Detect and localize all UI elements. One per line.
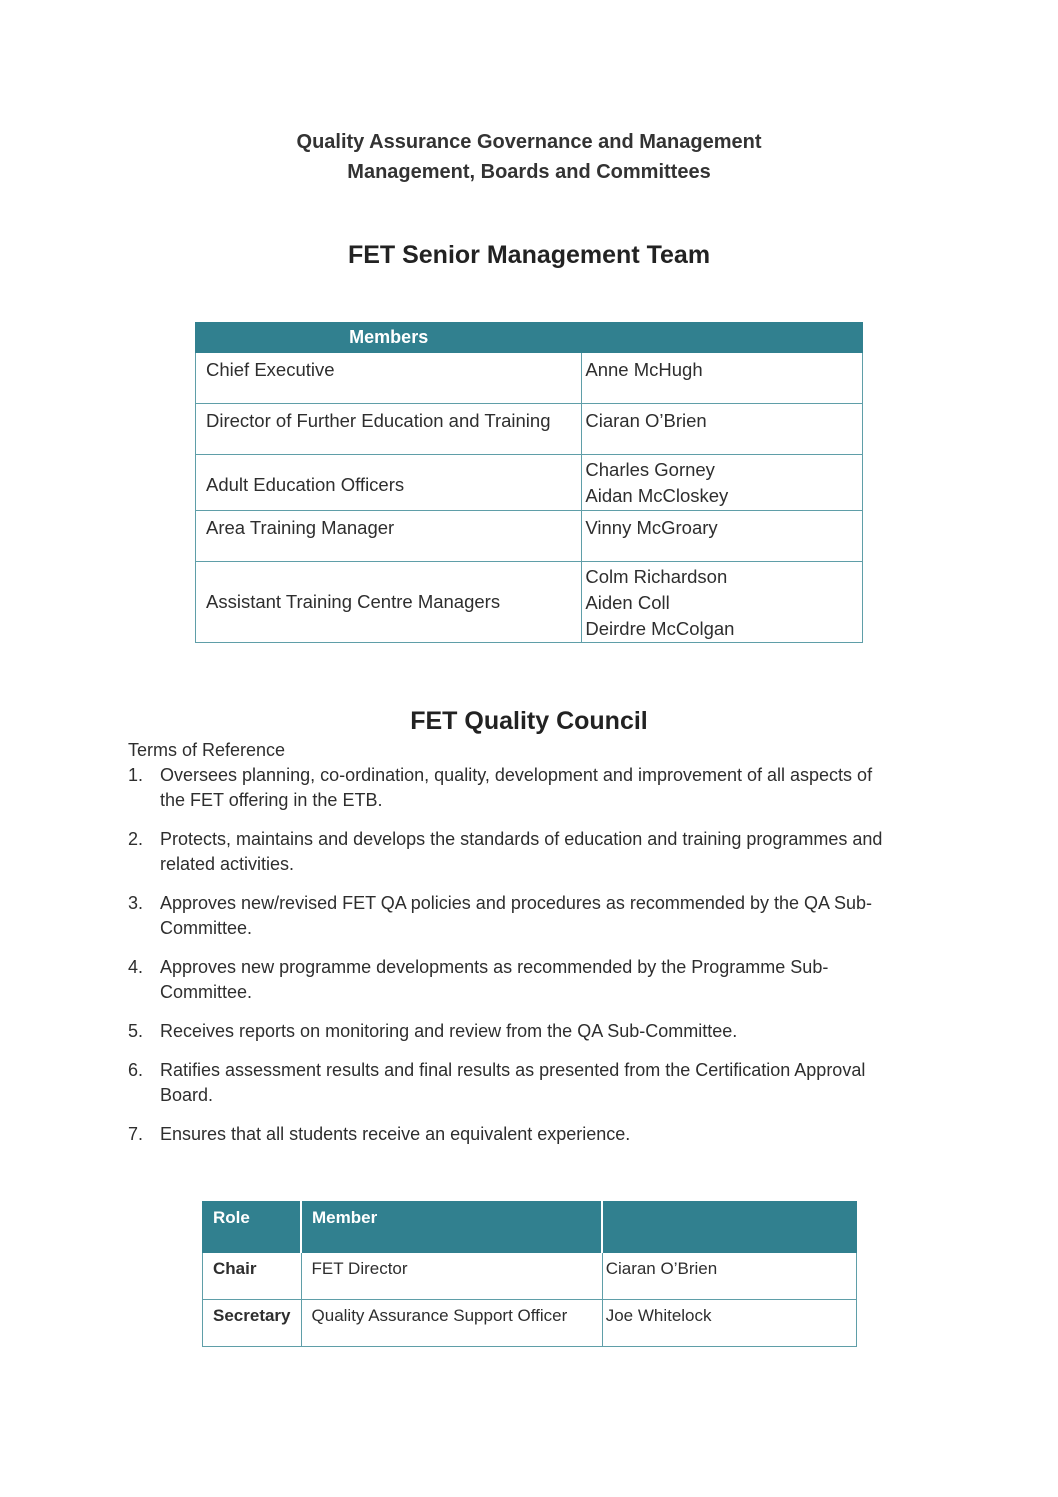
terms-of-reference-list	[128, 763, 928, 1161]
name-cell	[582, 404, 863, 455]
table-row	[196, 353, 863, 404]
member-cell: FET Director	[301, 1253, 602, 1300]
member-name: Deirdre McColgan	[585, 618, 735, 639]
document-title-line-2: Management, Boards and Committees	[347, 161, 711, 183]
table-row	[196, 511, 863, 562]
list-item-number: 2.	[128, 829, 144, 849]
table-row	[203, 1300, 857, 1347]
member-cell: Quality Assurance Support Officer	[301, 1300, 602, 1347]
role-column-header: Role	[203, 1202, 302, 1253]
table-row	[203, 1253, 857, 1300]
list-item	[128, 955, 928, 1005]
council-heading: FET Quality Council	[410, 707, 648, 735]
members-column-header: Members	[196, 323, 582, 353]
member-name: Vinny McGroary	[585, 517, 718, 538]
role-cell: Secretary	[203, 1300, 302, 1347]
table-header-row	[203, 1202, 857, 1253]
document-title-line-1: Quality Assurance Governance and Management	[296, 131, 762, 153]
name-cell: Ciaran O’Brien	[602, 1253, 856, 1300]
list-item	[128, 1019, 928, 1044]
list-item-text: Ensures that all students receive an equivalent experience.	[160, 1124, 631, 1144]
smt-heading: FET Senior Management Team	[347, 241, 711, 269]
name-cell	[582, 353, 863, 404]
list-item-number: 5.	[128, 1021, 144, 1041]
list-item-text: Approves new programme developments as recommended by the Programme Sub-	[160, 957, 829, 977]
list-item-text: related activities.	[160, 854, 295, 874]
role-cell: Chief Executive	[196, 353, 582, 404]
list-item-text: the FET offering in the ETB.	[160, 790, 383, 810]
name-cell	[582, 562, 863, 643]
table-header-row	[196, 323, 863, 353]
member-name: Ciaran O’Brien	[585, 410, 707, 431]
list-item-text: Board.	[160, 1085, 214, 1105]
member-name: Aiden Coll	[585, 592, 670, 613]
smt-members-table	[195, 322, 863, 643]
list-item-number: 7.	[128, 1124, 144, 1144]
list-item	[128, 827, 928, 877]
list-item-number: 4.	[128, 957, 144, 977]
list-item-text: Approves new/revised FET QA policies and procedures as recommended by the QA Sub-	[160, 893, 873, 913]
role-cell: Chair	[203, 1253, 302, 1300]
name-cell	[582, 455, 863, 511]
list-item-text: Committee.	[160, 982, 253, 1002]
list-item	[128, 763, 928, 813]
list-item-text: Committee.	[160, 918, 253, 938]
role-cell: Area Training Manager	[196, 511, 582, 562]
list-item-number: 3.	[128, 893, 144, 913]
list-item-text: Protects, maintains and develops the standards of education and training programmes and	[160, 829, 883, 849]
table-row	[196, 562, 863, 643]
list-item-number: 1.	[128, 765, 144, 785]
list-item	[128, 1122, 928, 1147]
name-cell: Joe Whitelock	[602, 1300, 856, 1347]
council-members-table	[202, 1201, 857, 1347]
role-cell: Director of Further Education and Training	[196, 404, 582, 455]
list-item-text: Ratifies assessment results and final results as presented from the Certification Approval	[160, 1060, 866, 1080]
list-item-number: 6.	[128, 1060, 144, 1080]
role-cell: Adult Education Officers	[196, 455, 582, 511]
name-column-header	[602, 1202, 856, 1253]
member-name: Charles Gorney	[585, 459, 715, 480]
names-column-header	[582, 323, 863, 353]
member-name: Aidan McCloskey	[585, 485, 729, 506]
member-name: Colm Richardson	[585, 566, 728, 587]
list-item-text: Oversees planning, co-ordination, quality, development and improvement of all aspects of	[160, 765, 873, 785]
table-row	[196, 404, 863, 455]
name-cell	[582, 511, 863, 562]
terms-of-reference-label: Terms of Reference	[128, 740, 286, 760]
list-item	[128, 1058, 928, 1108]
list-item-text: Receives reports on monitoring and review from the QA Sub-Committee.	[160, 1021, 738, 1041]
table-row	[196, 455, 863, 511]
list-item	[128, 891, 928, 941]
role-cell: Assistant Training Centre Managers	[196, 562, 582, 643]
member-name: Anne McHugh	[585, 359, 703, 380]
member-column-header: Member	[301, 1202, 602, 1253]
